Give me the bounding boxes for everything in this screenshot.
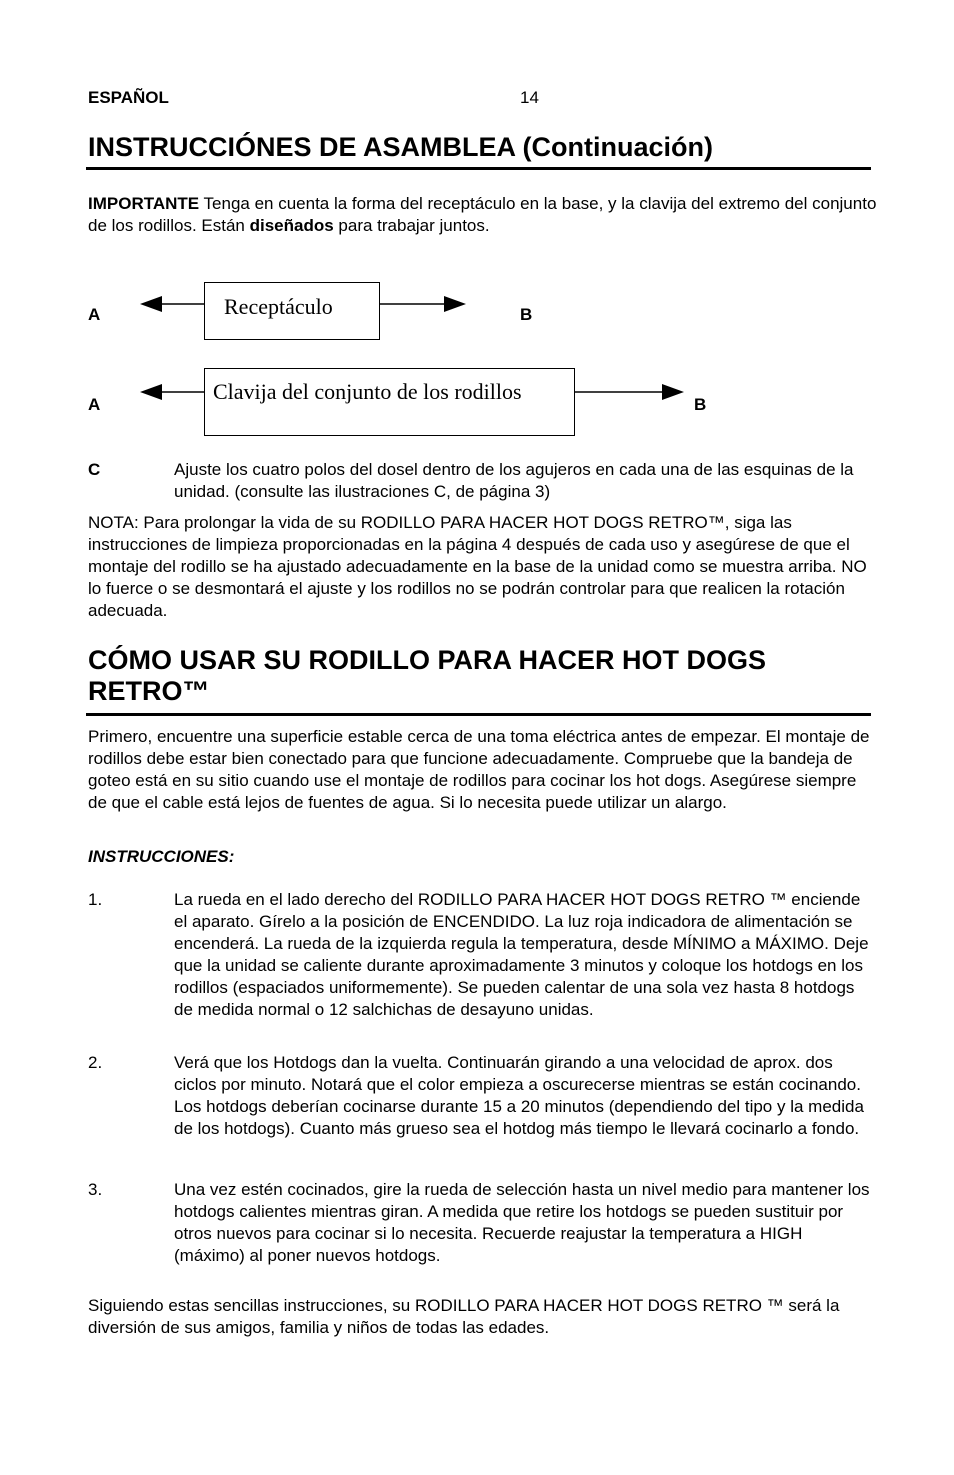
section-title-how-to-use bbox=[88, 645, 878, 707]
important-text-b: para trabajar juntos. bbox=[333, 216, 490, 235]
step-3-number: 3. bbox=[88, 1180, 103, 1199]
label-b-receptacle: B bbox=[520, 305, 533, 324]
step-1-text: La rueda en el lado derecho del RODILLO PARA HACER HOT DOGS RETRO ™ enciende el aparato. Gírelo a la posición de ENCENDIDO. La luz roja indicadora de alimentación se encenderá. La rueda de la izquierda regula la temperatura, desde MÍNIMO a MÁXIMO. Deje que la unidad se caliente durante aproximadamente 3 minutos y coloque los hotdogs en los rodillos (espaciados uniformemente). Se pueden calentar de una sola vez hasta 8 hotdogs de medida normal o 12 salchichas de desayuno unidas. bbox=[174, 890, 869, 1019]
language-label: ESPAÑOL bbox=[88, 88, 169, 107]
important-text-a: Tenga en cuenta la forma del receptáculo en la base, y la clavija del extremo del conjunto de los rodillos. Están bbox=[88, 194, 877, 235]
label-b-plug: B bbox=[694, 395, 707, 414]
closing-paragraph: Siguiendo estas sencillas instrucciones, su RODILLO PARA HACER HOT DOGS RETRO ™ será la diversión de sus amigos, familia y niños de todas las edades. bbox=[88, 1296, 840, 1337]
label-a-plug: A bbox=[88, 395, 101, 414]
receptacle-box-text: Receptáculo bbox=[224, 294, 333, 319]
important-lead: IMPORTANTE bbox=[88, 194, 200, 213]
page-number: 14 bbox=[520, 88, 539, 107]
arrow-head-left-1 bbox=[140, 296, 162, 312]
step-2-text: Verá que los Hotdogs dan la vuelta. Continuarán girando a una velocidad de aprox. dos ciclos por minuto. Notará que el color empieza a oscurecerse mientras se están cocinando. Los hotdogs deberían cocinarse durante 15 a 20 minutos (dependiendo del tipo y la medida de los hotdogs). Cuanto más grueso sea el hotdog más tiempo le llevará cocinarlo a fondo. bbox=[174, 1053, 864, 1138]
section-title-line1: CÓMO USAR SU RODILLO PARA HACER HOT DOGS bbox=[88, 645, 767, 675]
section-title-assembly: INSTRUCCIÓNES DE ASAMBLEA (Continuación) bbox=[88, 132, 713, 162]
step-3-text: Una vez estén cocinados, gire la rueda de selección hasta un nivel medio para mantener los hotdogs calientes mientras giran. A medida que retire los hotdogs se pueden sustituir por otros nuevos para cocinar si lo necesita. Recuerde reajustar la temperatura a HIGH (máximo) al poner nuevos hotdogs. bbox=[174, 1180, 870, 1265]
receptacle-box bbox=[204, 282, 380, 340]
arrow-head-right-1 bbox=[444, 296, 466, 312]
plug-box bbox=[204, 368, 575, 436]
arrow-head-left-2 bbox=[140, 384, 162, 400]
step-c-label: C bbox=[88, 460, 101, 479]
plug-box-text: Clavija del conjunto de los rodillos bbox=[213, 379, 522, 404]
step-2-number: 2. bbox=[88, 1053, 103, 1072]
section-title-line2: RETRO™ bbox=[88, 676, 210, 706]
step-c-text: Ajuste los cuatro polos del dosel dentro de los agujeros en cada una de las esquinas de la unidad. (consulte las ilustraciones C, de página 3) bbox=[174, 460, 854, 501]
note-paragraph: NOTA: Para prolongar la vida de su RODILLO PARA HACER HOT DOGS RETRO™, siga las instrucciones de limpieza proporcionadas en la página 4 después de cada uso y asegúrese de que el montaje del rodillo se ha ajustado adecuadamente en la base de la unidad como se muestra arriba. NO lo fuerce o se desmontará el ajuste y los rodillos no se podrán controlar para que realicen la rotación adecuada. bbox=[88, 513, 867, 620]
step-1-number: 1. bbox=[88, 890, 103, 909]
arrow-head-right-2 bbox=[662, 384, 684, 400]
label-a-receptacle: A bbox=[88, 305, 101, 324]
instructions-heading: INSTRUCCIONES: bbox=[88, 847, 235, 866]
intro-paragraph: Primero, encuentre una superficie estable cerca de una toma eléctrica antes de empezar. El montaje de rodillos debe estar bien conectado para que funcione adecuadamente. Compruebe que la bandeja de goteo está en su sitio cuando use el montaje de rodillos para cocinar los hot dogs. Asegúrese siempre de que el cable está lejos de fuentes de agua. Si lo necesita puede utilizar un alargo. bbox=[88, 727, 870, 812]
section-divider-2 bbox=[86, 713, 871, 716]
important-bold-word: diseñados bbox=[249, 216, 334, 235]
